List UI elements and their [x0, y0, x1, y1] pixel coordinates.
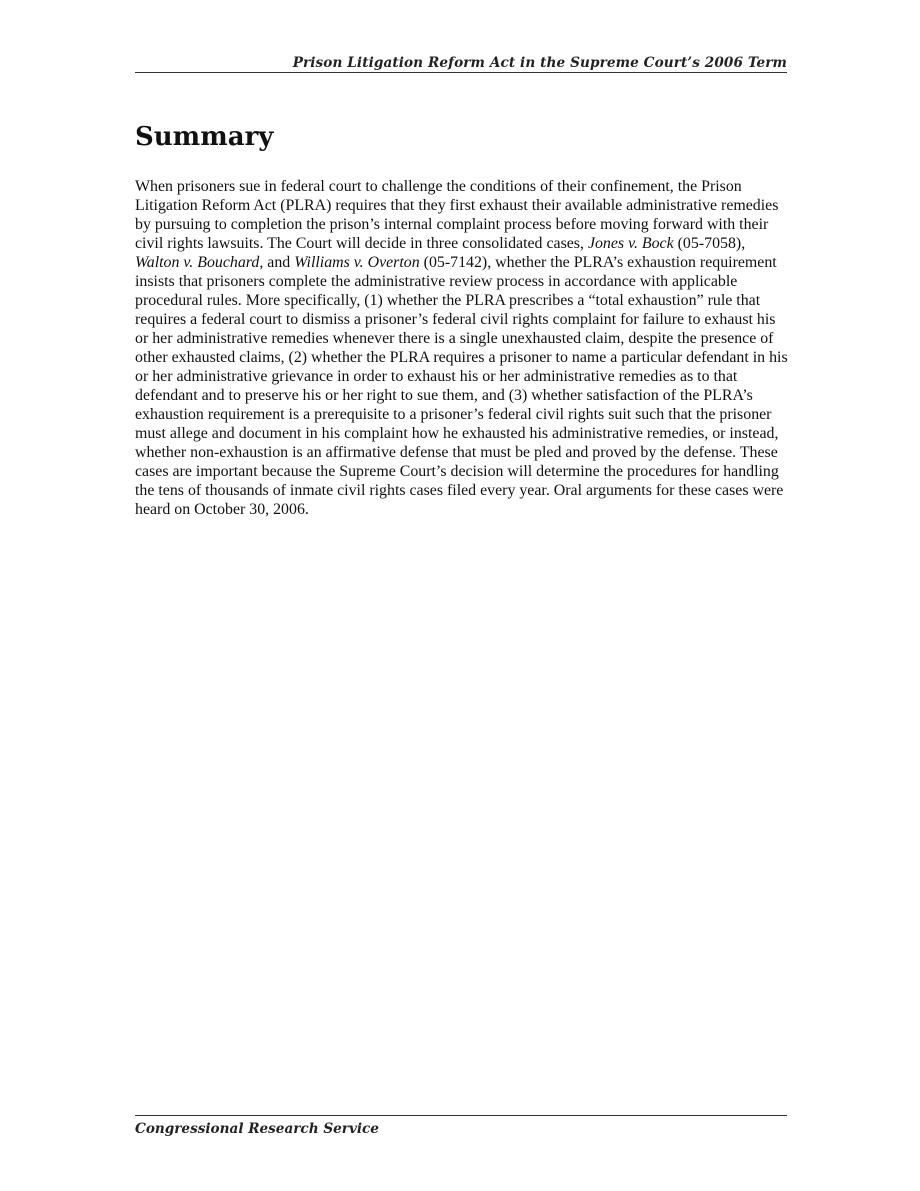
summary-text-3: and — [263, 254, 295, 271]
footer-rule — [135, 1115, 787, 1116]
header-rule — [135, 72, 787, 73]
case-name-walton-v-bouchard: Walton v. Bouchard, — [135, 254, 264, 271]
case-name-jones-v-bock: Jones v. Bock — [587, 235, 674, 252]
summary-text-1: When prisoners sue in federal court to challenge the conditions of their confinement, the Prison Litigation Reform Act (PLRA) requires that they first exhaust their available administrative remedies by pursuing to completion the prison’s internal complaint process before moving forward with their civil rights lawsuits. The Court will decide in three consolidated cases, — [135, 178, 783, 252]
summary-text-4: (05-7142), whether the PLRA’s exhaustion requirement insists that prisoners complete the administrative review process in accordance with applicable procedural rules. More specifically, (1) whether the PLRA prescribes a “total exhaustion” rule that requires a federal court to dismiss a prisoner’s federal civil rights complaint for failure to exhaust his or her administrative remedies whenever there is a single unexhausted claim, despite the presence of other exhausted claims, (2) whether the PLRA requires a prisoner to name a particular defendant in his or her administrative grievance in order to exhaust his or her administrative remedies as to that defendant and to preserve his or her right to sue them, and (3) whether satisfaction of the PLRA’s exhaustion requirement is a prerequisite to a prisoner’s federal civil rights suit such that the prisoner must allege and document in his complaint how he exhausted his administrative remedies, or instead, whether non-exhaustion is an affirmative defense that must be pled and proved by the defense. These cases are important because the Supreme Court’s decision will determine the procedures for handling the tens of thousands of inmate civil rights cases filed every year. Oral arguments for these cases were heard on October 30, 2006. — [135, 254, 792, 518]
running-footer: Congressional Research Service — [135, 1121, 379, 1137]
summary-paragraph — [135, 177, 790, 519]
running-header: Prison Litigation Reform Act in the Supreme Court’s 2006 Term — [292, 55, 787, 71]
case-name-williams-v-overton: Williams v. Overton — [294, 254, 420, 271]
summary-text-2: (05-7058), — [673, 235, 750, 252]
section-title: Summary — [135, 122, 274, 152]
